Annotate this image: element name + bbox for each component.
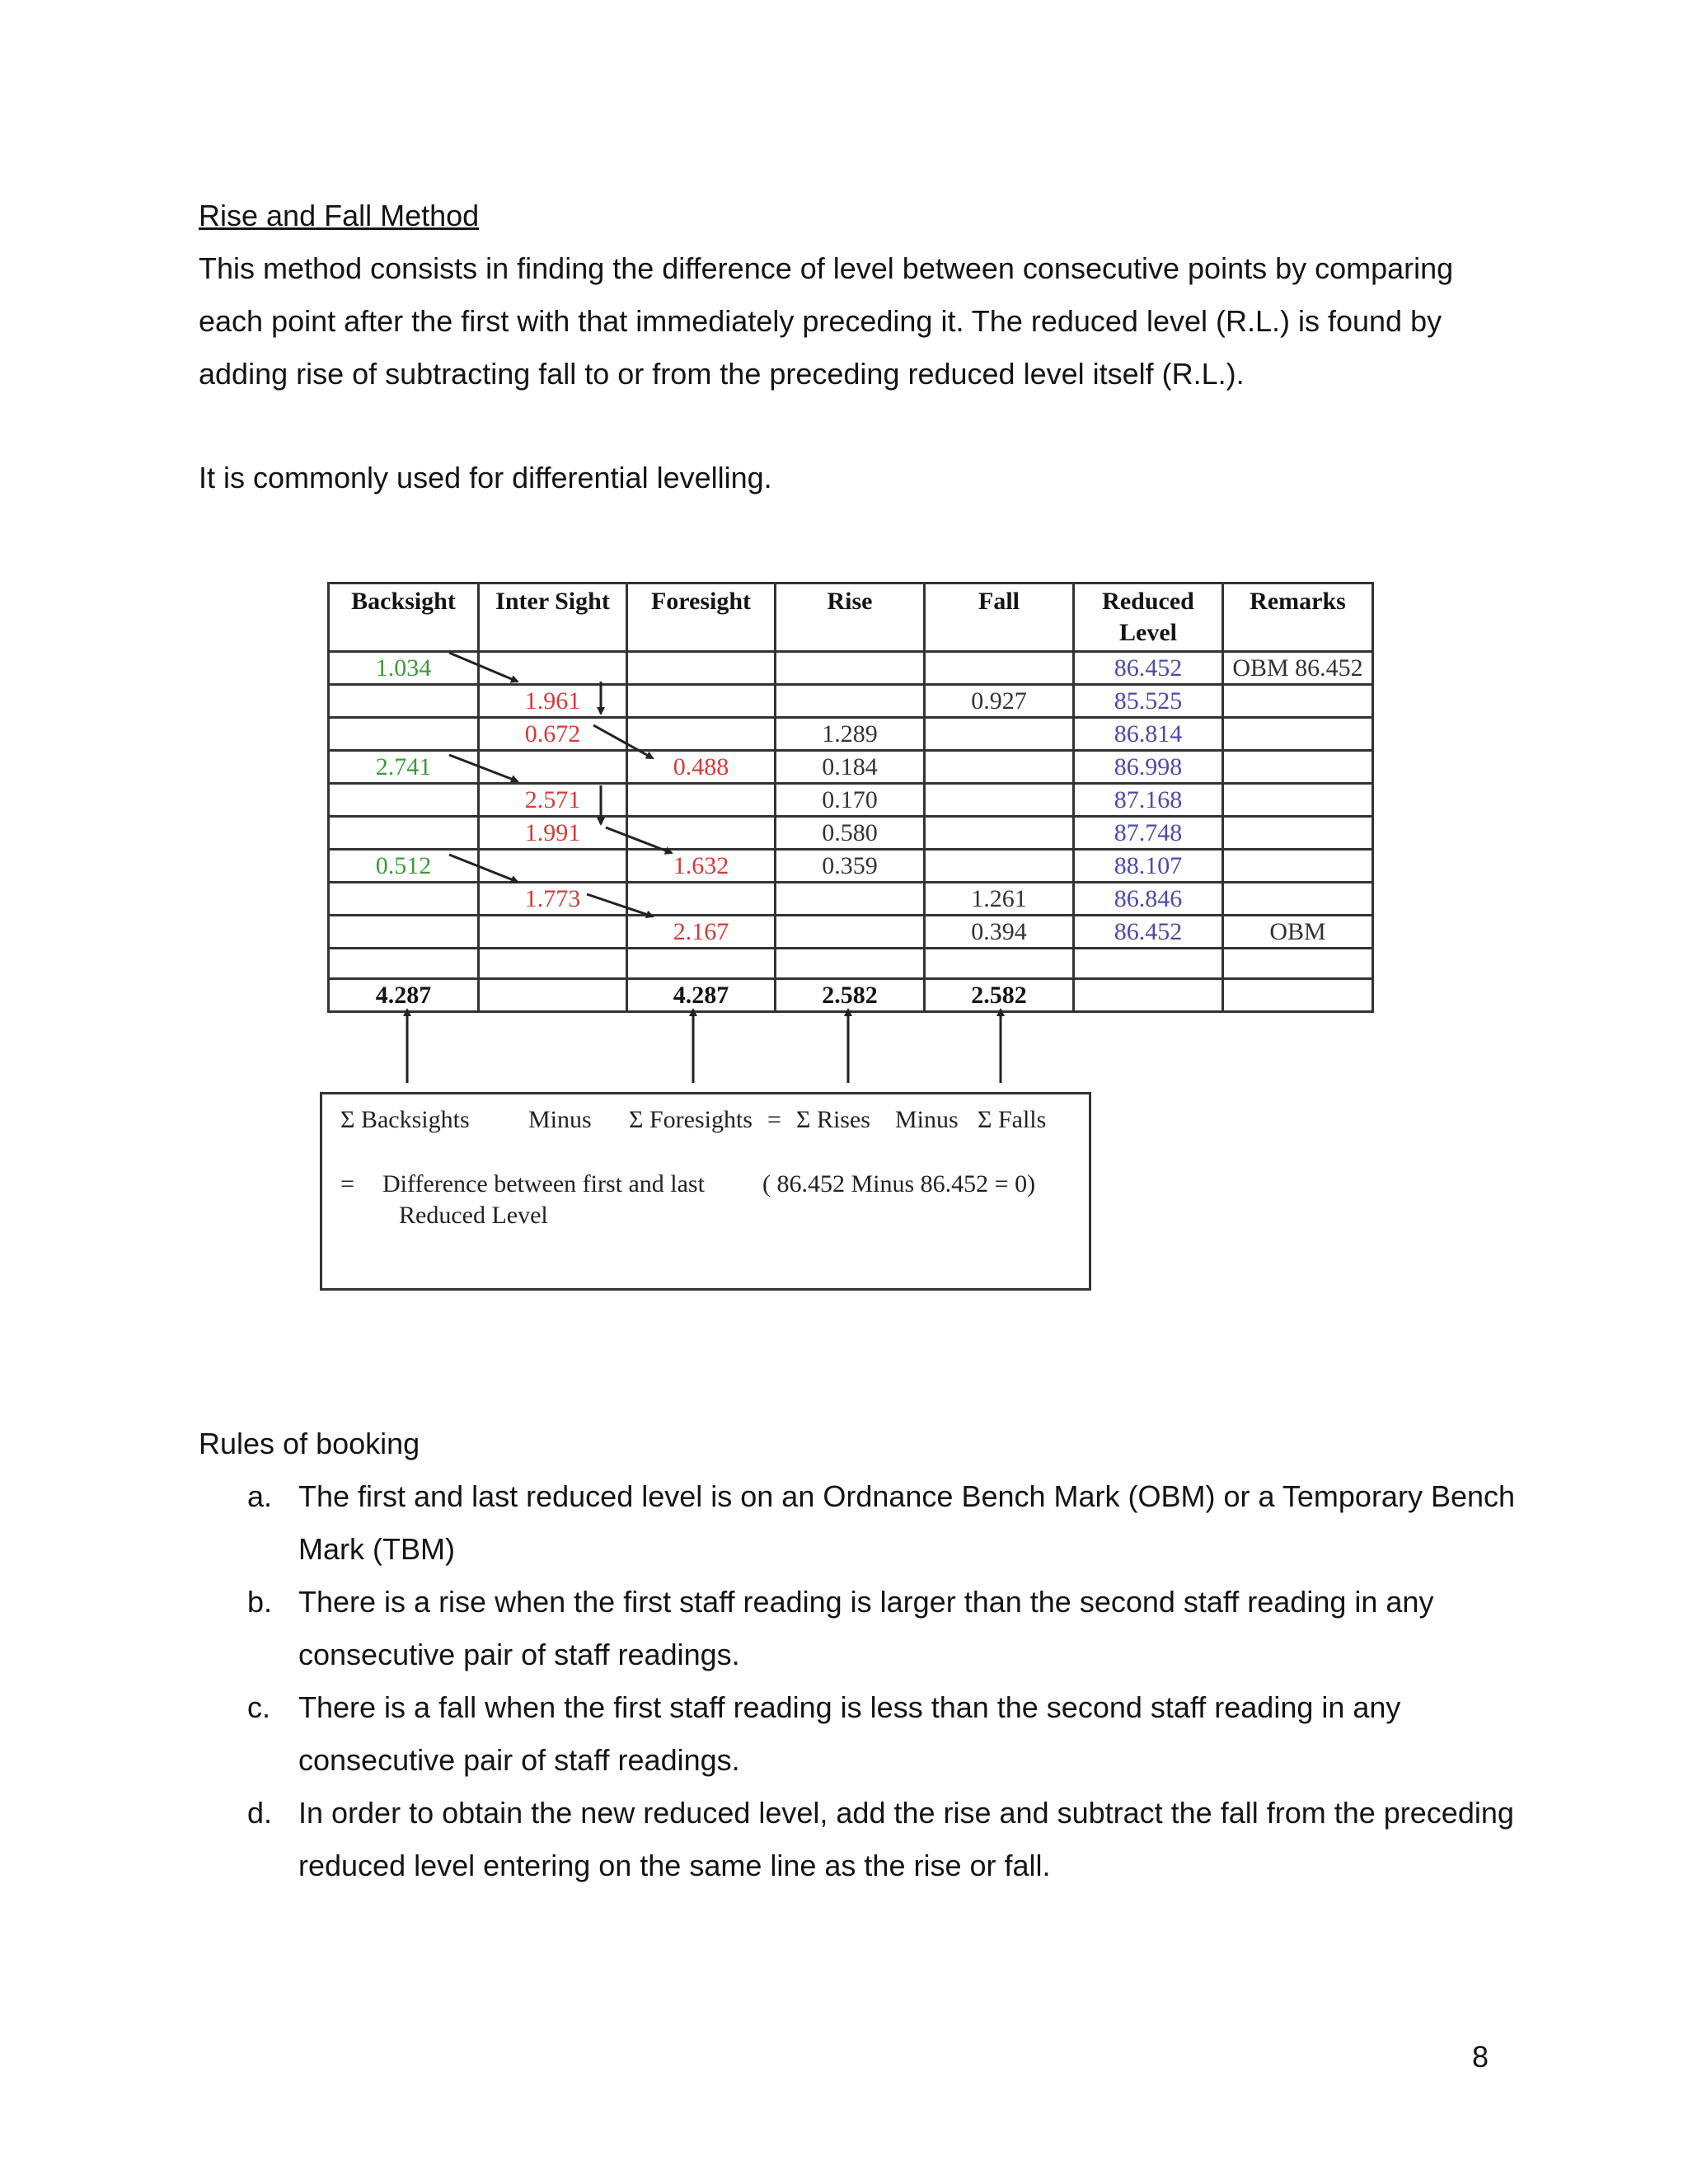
empty-cell xyxy=(925,949,1074,979)
remarks-cell: OBM xyxy=(1223,916,1373,949)
rise-cell xyxy=(776,916,925,949)
reduced-level-cell: 86.452 xyxy=(1074,652,1223,685)
intro-paragraph: This method consists in finding the difference of level between consecutive points by comparing each point after the first with that immediately preceding it. The reduced level (R.L.) is found by adding rise of subtracting fall to or from the preceding reduced level itself (R.L.). xyxy=(199,251,1454,391)
foresight-cell xyxy=(627,685,776,718)
foresight-cell xyxy=(627,652,776,685)
remarks-cell xyxy=(1223,751,1373,784)
list-item xyxy=(198,1787,1533,1892)
foresight-cell xyxy=(627,817,776,850)
fall-cell: 1.261 xyxy=(925,883,1074,916)
table-row xyxy=(329,883,1373,916)
remarks-cell xyxy=(1223,850,1373,883)
inter-sight-cell xyxy=(479,916,627,949)
empty-cell xyxy=(776,949,925,979)
col-header-rise: Rise xyxy=(776,583,925,652)
backsight-cell xyxy=(329,718,479,751)
list-item-text: There is a fall when the first staff reading is less than the second staff reading in any consecutive pair of staff readings. xyxy=(298,1690,1401,1777)
rise-cell xyxy=(776,883,925,916)
minus-label: Minus xyxy=(528,1106,592,1133)
equals-label: = xyxy=(767,1106,781,1133)
list-item xyxy=(198,1681,1533,1787)
check-text: ( 86.452 Minus 86.452 = 0) xyxy=(762,1170,1036,1197)
col-header-remarks: Remarks xyxy=(1223,583,1373,652)
reduced-level-cell: 87.168 xyxy=(1074,784,1223,817)
col-header-fall: Fall xyxy=(925,583,1074,652)
backsight-cell xyxy=(329,784,479,817)
sum-foresights-label: Σ Foresights xyxy=(629,1106,753,1133)
remarks-cell xyxy=(1223,718,1373,751)
remarks-cell xyxy=(1223,817,1373,850)
backsight-cell xyxy=(329,685,479,718)
backsight-cell xyxy=(329,817,479,850)
totals-row xyxy=(329,979,1373,1012)
minus-label: Minus xyxy=(895,1106,959,1133)
fall-cell: 0.394 xyxy=(925,916,1074,949)
foresight-cell xyxy=(627,718,776,751)
list-item-label: d. xyxy=(247,1796,273,1830)
difference-text: Reduced Level xyxy=(399,1202,548,1229)
table-header-row xyxy=(329,583,1373,652)
fall-cell xyxy=(925,850,1074,883)
foresight-cell: 0.488 xyxy=(627,751,776,784)
fall-cell xyxy=(925,652,1074,685)
rise-cell: 0.580 xyxy=(776,817,925,850)
inter-sight-cell xyxy=(479,850,627,883)
remarks-cell xyxy=(1223,883,1373,916)
fall-cell xyxy=(925,718,1074,751)
page-number: 8 xyxy=(1472,2040,1489,2074)
total-remarks xyxy=(1223,979,1373,1012)
col-header-reduced-level: Reduced Level xyxy=(1074,583,1223,652)
inter-sight-cell: 2.571 xyxy=(479,784,627,817)
sum-rises-label: Σ Rises xyxy=(796,1106,870,1133)
empty-cell xyxy=(329,949,479,979)
empty-cell xyxy=(1223,949,1373,979)
table-row xyxy=(329,784,1373,817)
total-inter-sight xyxy=(479,979,627,1012)
list-item-label: b. xyxy=(247,1585,273,1619)
empty-cell xyxy=(1074,949,1223,979)
inter-sight-cell: 0.672 xyxy=(479,718,627,751)
foresight-cell: 1.632 xyxy=(627,850,776,883)
backsight-cell: 2.741 xyxy=(329,751,479,784)
empty-cell xyxy=(479,949,627,979)
rise-cell xyxy=(776,652,925,685)
list-item xyxy=(198,1470,1533,1576)
rise-cell: 1.289 xyxy=(776,718,925,751)
total-backsight: 4.287 xyxy=(329,979,479,1012)
list-item xyxy=(198,1576,1533,1681)
section-heading: Rise and Fall Method xyxy=(199,199,480,232)
fall-cell xyxy=(925,817,1074,850)
reduced-level-cell: 88.107 xyxy=(1074,850,1223,883)
backsight-cell xyxy=(329,916,479,949)
equals-label: = xyxy=(340,1170,354,1197)
list-item-text: In order to obtain the new reduced level, add the rise and subtract the fall from the preceding reduced level entering on the same line as the rise or fall. xyxy=(298,1796,1514,1882)
usage-paragraph: It is commonly used for differential levelling. xyxy=(199,461,772,494)
difference-text: Difference between first and last xyxy=(382,1170,705,1197)
table-row xyxy=(329,652,1373,685)
rules-list xyxy=(198,1470,1533,1892)
rise-cell: 0.170 xyxy=(776,784,925,817)
table-row xyxy=(329,718,1373,751)
summary-box xyxy=(320,1092,1091,1291)
fall-cell xyxy=(925,784,1074,817)
list-item-label: c. xyxy=(247,1690,271,1724)
total-reduced-level xyxy=(1074,979,1223,1012)
reduced-level-cell: 86.998 xyxy=(1074,751,1223,784)
empty-cell xyxy=(627,949,776,979)
inter-sight-cell: 1.961 xyxy=(479,685,627,718)
reduced-level-cell: 87.748 xyxy=(1074,817,1223,850)
remarks-cell: OBM 86.452 xyxy=(1223,652,1373,685)
sum-falls-label: Σ Falls xyxy=(978,1106,1047,1133)
foresight-cell xyxy=(627,883,776,916)
table-row xyxy=(329,685,1373,718)
table-row xyxy=(329,916,1373,949)
backsight-cell: 1.034 xyxy=(329,652,479,685)
reduced-level-cell: 86.846 xyxy=(1074,883,1223,916)
levelling-table xyxy=(327,582,1374,1013)
reduced-level-cell: 85.525 xyxy=(1074,685,1223,718)
total-foresight: 4.287 xyxy=(627,979,776,1012)
inter-sight-cell: 1.991 xyxy=(479,817,627,850)
inter-sight-cell xyxy=(479,652,627,685)
foresight-cell: 2.167 xyxy=(627,916,776,949)
inter-sight-cell: 1.773 xyxy=(479,883,627,916)
rise-cell: 0.359 xyxy=(776,850,925,883)
col-header-foresight: Foresight xyxy=(627,583,776,652)
total-rise: 2.582 xyxy=(776,979,925,1012)
remarks-cell xyxy=(1223,784,1373,817)
fall-cell: 0.927 xyxy=(925,685,1074,718)
list-item-label: a. xyxy=(247,1479,273,1513)
backsight-cell xyxy=(329,883,479,916)
remarks-cell xyxy=(1223,685,1373,718)
sum-backsights-label: Σ Backsights xyxy=(340,1106,470,1133)
rise-cell xyxy=(776,685,925,718)
rise-cell: 0.184 xyxy=(776,751,925,784)
rules-title: Rules of booking xyxy=(199,1427,420,1460)
table-row xyxy=(329,751,1373,784)
table-row xyxy=(329,850,1373,883)
reduced-level-cell: 86.814 xyxy=(1074,718,1223,751)
col-header-inter-sight: Inter Sight xyxy=(479,583,627,652)
fall-cell xyxy=(925,751,1074,784)
list-item-text: The first and last reduced level is on an Ordnance Bench Mark (OBM) or a Temporary Bench Mark (TBM) xyxy=(298,1479,1516,1566)
table-row xyxy=(329,817,1373,850)
col-header-backsight: Backsight xyxy=(329,583,479,652)
backsight-cell: 0.512 xyxy=(329,850,479,883)
reduced-level-cell: 86.452 xyxy=(1074,916,1223,949)
foresight-cell xyxy=(627,784,776,817)
table-row-empty xyxy=(329,949,1373,979)
inter-sight-cell xyxy=(479,751,627,784)
list-item-text: There is a rise when the first staff reading is larger than the second staff reading in any consecutive pair of staff readings. xyxy=(298,1585,1434,1671)
total-fall: 2.582 xyxy=(925,979,1074,1012)
